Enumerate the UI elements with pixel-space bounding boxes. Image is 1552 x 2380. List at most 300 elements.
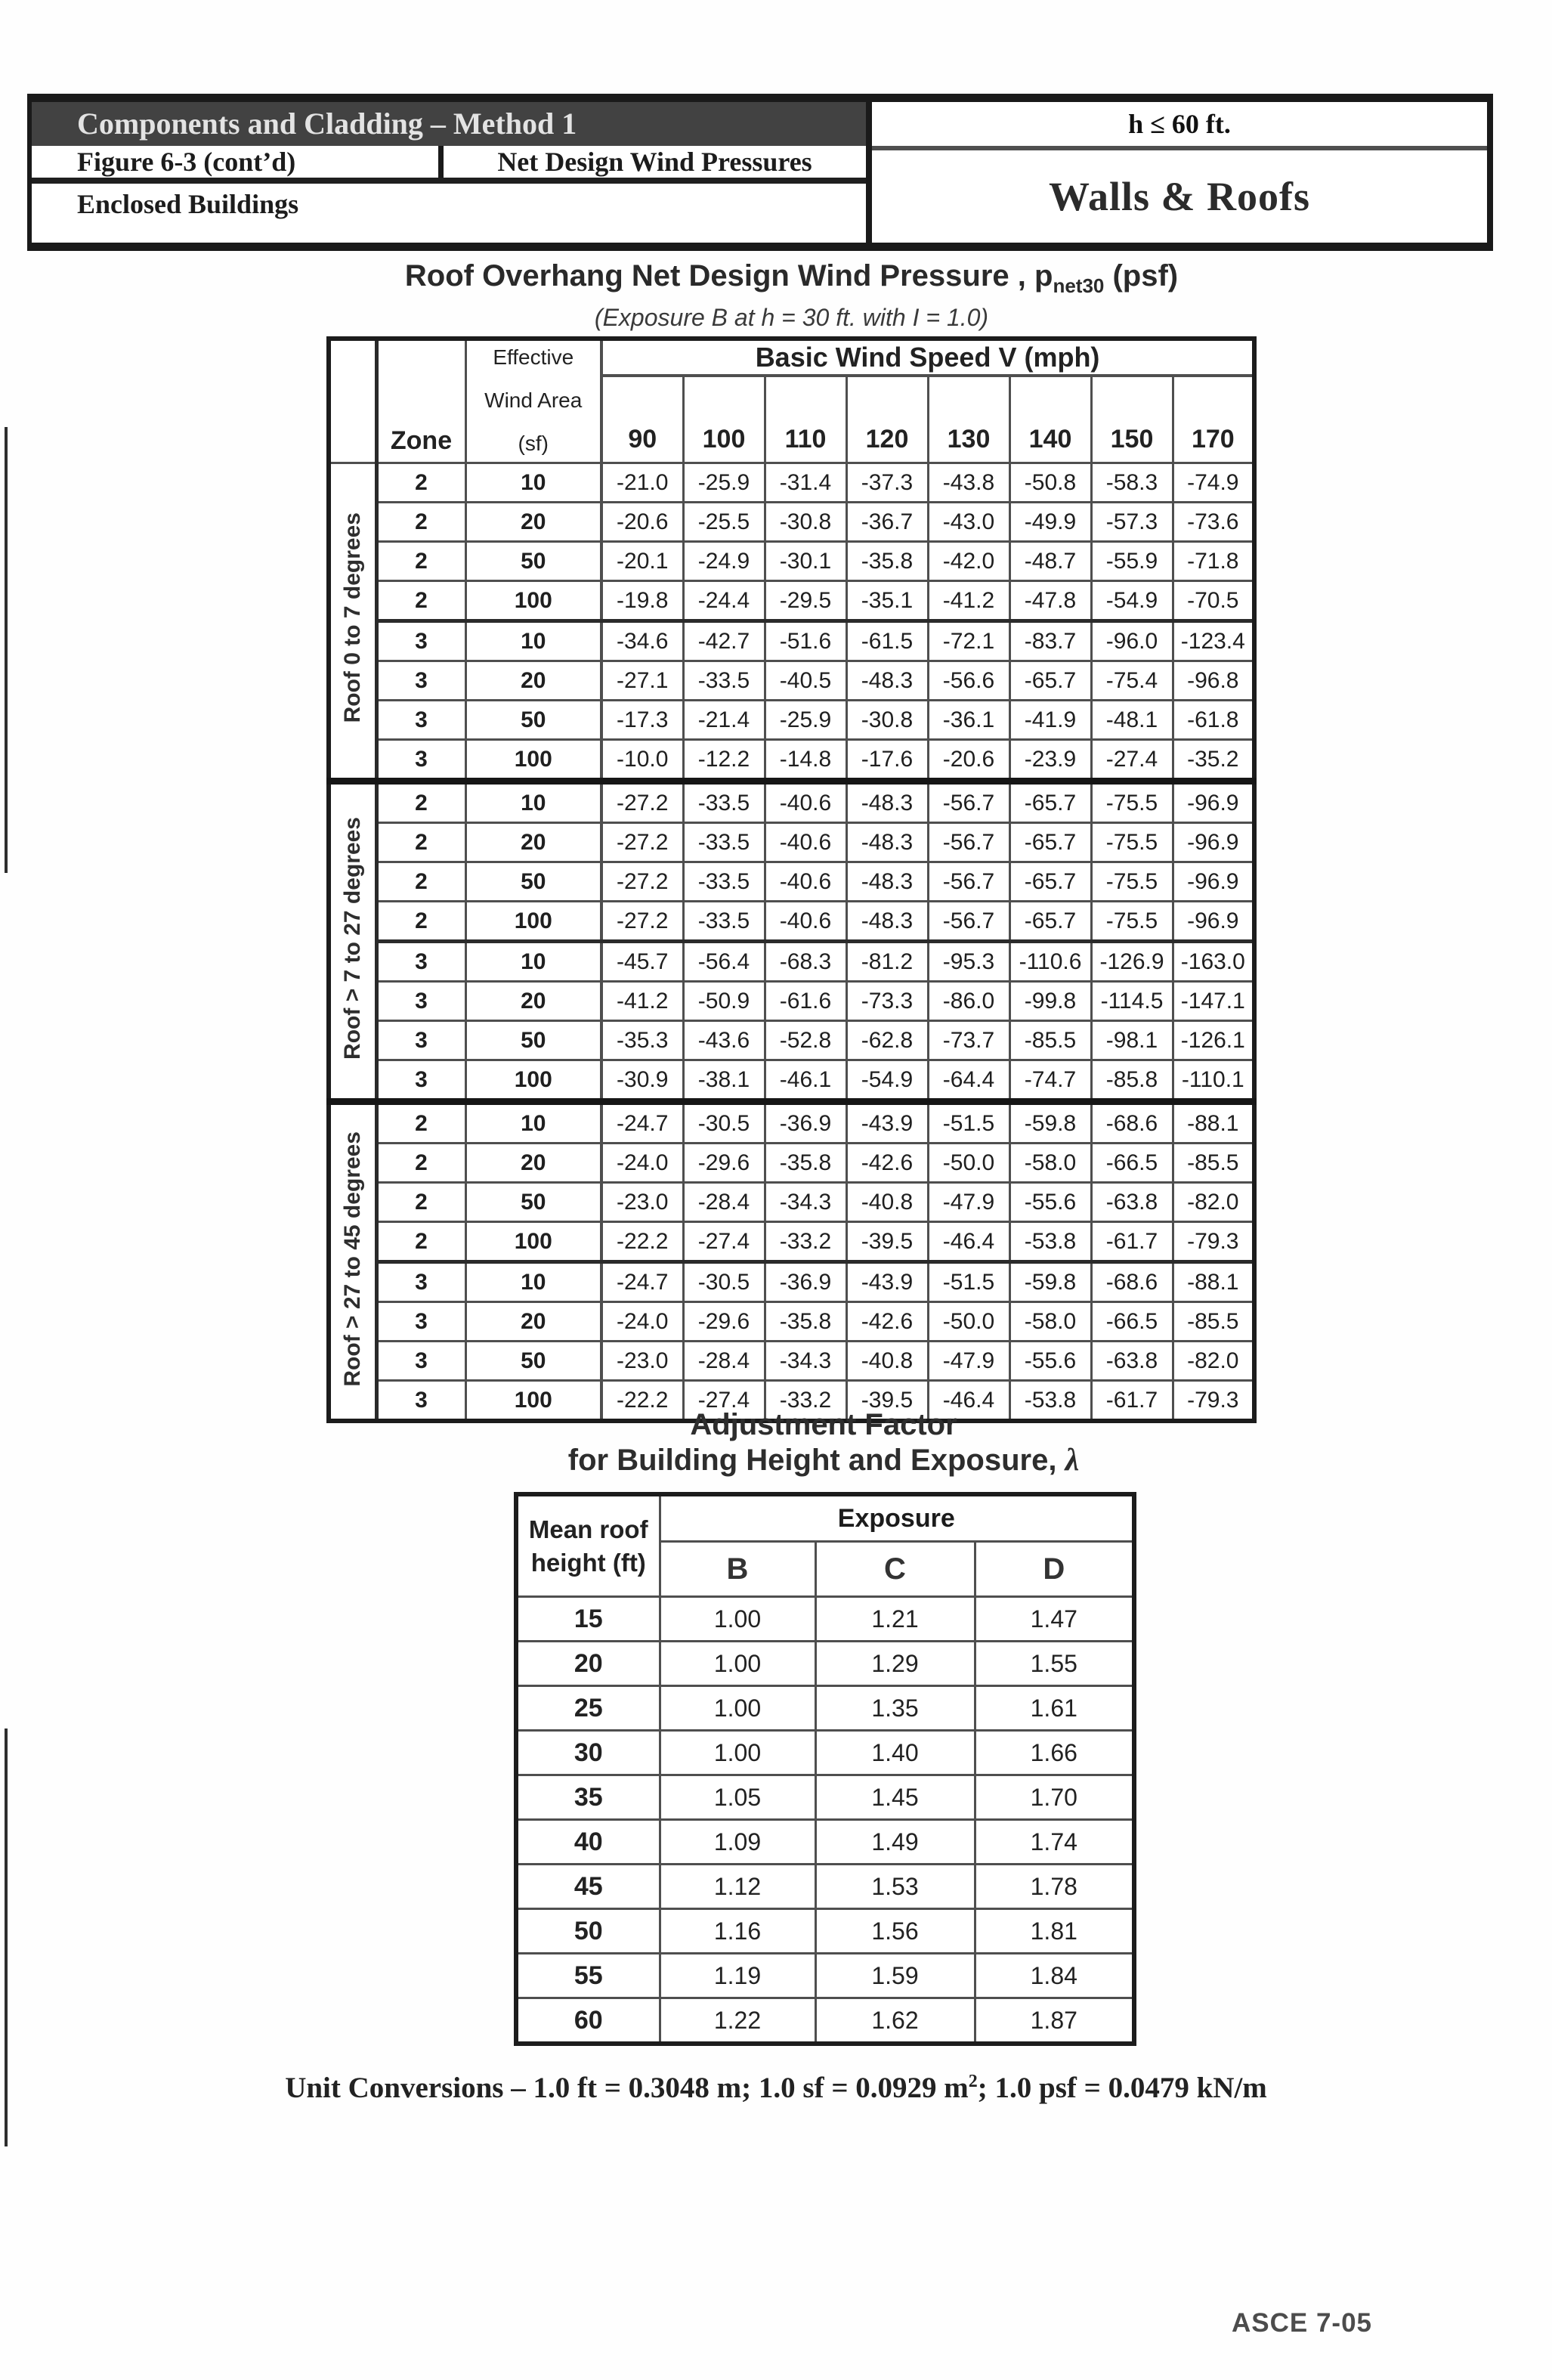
pressure-value: -56.7: [928, 902, 1009, 942]
pressure-value: -42.0: [928, 542, 1009, 581]
pressure-row: [329, 1183, 1254, 1222]
adjustment-section: [514, 1407, 1133, 2046]
area-value: 20: [465, 1144, 601, 1183]
zone-value: 2: [376, 902, 465, 942]
pressure-value: -96.9: [1173, 781, 1254, 823]
roof-angle-group-label-text: Roof 0 to 7 degrees: [339, 512, 365, 723]
exposure-column-header: C: [815, 1542, 975, 1597]
pressure-value: -40.5: [765, 661, 846, 701]
pressure-value: -20.6: [601, 503, 683, 542]
speed-column-header: 100: [683, 376, 765, 463]
pressure-row: [329, 902, 1254, 942]
pressure-value: -96.8: [1173, 661, 1254, 701]
adjustment-factor-value: 1.12: [660, 1865, 815, 1909]
pressure-value: -40.6: [765, 902, 846, 942]
mean-roof-height-value: 20: [516, 1642, 660, 1686]
zone-value: 3: [376, 740, 465, 781]
pressure-value: -82.0: [1173, 1183, 1254, 1222]
pressure-value: -53.8: [1009, 1222, 1091, 1262]
pressure-value: -23.9: [1009, 740, 1091, 781]
pressure-value: -17.6: [846, 740, 928, 781]
pressure-row: [329, 581, 1254, 621]
pressure-value: -43.9: [846, 1262, 928, 1302]
adjustment-factor-value: 1.05: [660, 1775, 815, 1820]
pressure-value: -23.0: [601, 1342, 683, 1381]
pressure-value: -53.8: [1009, 1381, 1091, 1422]
pressure-value: -30.8: [846, 701, 928, 740]
pressure-value: -36.9: [765, 1262, 846, 1302]
mean-roof-height-value: 50: [516, 1909, 660, 1954]
area-value: 10: [465, 1102, 601, 1144]
zone-value: 3: [376, 1060, 465, 1102]
pressure-value: -64.4: [928, 1060, 1009, 1102]
pressure-value: -43.6: [683, 1021, 765, 1060]
adjustment-factor-value: 1.70: [975, 1775, 1134, 1820]
code-reference: ASCE 7-05: [1232, 2308, 1373, 2338]
adjustment-row: [516, 1642, 1134, 1686]
adjustment-factor-value: 1.55: [975, 1642, 1134, 1686]
pressure-value: -35.1: [846, 581, 928, 621]
pressure-value: -63.8: [1091, 1342, 1173, 1381]
zone-value: 3: [376, 1302, 465, 1342]
pressure-value: -61.6: [765, 982, 846, 1021]
zone-value: 2: [376, 581, 465, 621]
adjustment-row: [516, 1686, 1134, 1731]
area-value: 50: [465, 1342, 601, 1381]
pressure-value: -163.0: [1173, 942, 1254, 982]
ewa-line1: Effective: [493, 345, 574, 369]
main-table-title-text: Roof Overhang Net Design Wind Pressure , p: [404, 259, 1053, 292]
pressure-value: -27.2: [601, 862, 683, 902]
adjustment-factor-value: 1.00: [660, 1597, 815, 1642]
pressure-value: -33.5: [683, 902, 765, 942]
area-value: 50: [465, 862, 601, 902]
zone-column-header: Zone: [376, 339, 465, 463]
pressure-value: -56.7: [928, 862, 1009, 902]
area-value: 100: [465, 1381, 601, 1422]
area-value: 20: [465, 823, 601, 862]
unit-conversions-superscript: 2: [968, 2072, 978, 2091]
pressure-value: -65.7: [1009, 781, 1091, 823]
pressure-value: -126.9: [1091, 942, 1173, 982]
pressure-value: -25.5: [683, 503, 765, 542]
exposure-column-header: D: [975, 1542, 1134, 1597]
pressure-value: -29.5: [765, 581, 846, 621]
adjustment-row: [516, 1998, 1134, 2044]
pressure-row: [329, 542, 1254, 581]
adjustment-factor-value: 1.78: [975, 1865, 1134, 1909]
section-title: Components and Cladding – Method 1: [32, 102, 866, 146]
pressure-value: -50.0: [928, 1302, 1009, 1342]
pressure-value: -29.6: [683, 1302, 765, 1342]
effective-wind-area-header: [465, 339, 601, 463]
pressure-value: -43.9: [846, 1102, 928, 1144]
area-value: 10: [465, 463, 601, 503]
zone-value: 2: [376, 1144, 465, 1183]
pressure-value: -34.3: [765, 1183, 846, 1222]
pressure-value: -20.6: [928, 740, 1009, 781]
pressure-value: -46.1: [765, 1060, 846, 1102]
pressure-value: -96.0: [1091, 621, 1173, 661]
roof-angle-header-spacer: [329, 339, 376, 463]
unit-conversions-text: Unit Conversions – 1.0 ft = 0.3048 m; 1.0 sf = 0.0929 m: [285, 2072, 969, 2104]
pressure-value: -22.2: [601, 1381, 683, 1422]
pressure-row: [329, 862, 1254, 902]
pressure-value: -47.9: [928, 1183, 1009, 1222]
area-value: 20: [465, 1302, 601, 1342]
pressure-value: -42.7: [683, 621, 765, 661]
speed-column-header: 110: [765, 376, 846, 463]
adjustment-factor-value: 1.09: [660, 1820, 815, 1865]
zone-value: 2: [376, 1222, 465, 1262]
main-table-body: [329, 463, 1254, 1422]
pressure-value: -50.8: [1009, 463, 1091, 503]
zone-value: 3: [376, 1021, 465, 1060]
pressure-value: -48.3: [846, 862, 928, 902]
pressure-value: -48.7: [1009, 542, 1091, 581]
adjustment-row: [516, 1597, 1134, 1642]
pressure-value: -30.5: [683, 1262, 765, 1302]
pressure-value: -73.6: [1173, 503, 1254, 542]
pressures-label: Net Design Wind Pressures: [497, 147, 812, 177]
pressure-value: -27.2: [601, 781, 683, 823]
pressure-value: -75.4: [1091, 661, 1173, 701]
pressure-value: -38.1: [683, 1060, 765, 1102]
pressure-value: -61.5: [846, 621, 928, 661]
pressure-value: -71.8: [1173, 542, 1254, 581]
pressure-value: -99.8: [1009, 982, 1091, 1021]
pressure-value: -33.5: [683, 781, 765, 823]
area-value: 10: [465, 621, 601, 661]
adjustment-factor-value: 1.61: [975, 1686, 1134, 1731]
pressure-value: -42.6: [846, 1302, 928, 1342]
pressure-row: [329, 1021, 1254, 1060]
pressure-value: -40.6: [765, 781, 846, 823]
adjustment-factor-value: 1.56: [815, 1909, 975, 1954]
mean-roof-height-value: 60: [516, 1998, 660, 2044]
pressure-row: [329, 1102, 1254, 1144]
pressure-value: -86.0: [928, 982, 1009, 1021]
pressure-value: -40.8: [846, 1342, 928, 1381]
pressure-value: -85.5: [1173, 1144, 1254, 1183]
pressure-row: [329, 942, 1254, 982]
unit-conversions: [0, 2071, 1552, 2105]
pressure-value: -75.5: [1091, 781, 1173, 823]
header-right: [872, 102, 1487, 243]
mean-roof-height-value: 15: [516, 1597, 660, 1642]
zone-value: 2: [376, 781, 465, 823]
pressure-value: -54.9: [1091, 581, 1173, 621]
area-value: 100: [465, 902, 601, 942]
pressure-value: -33.2: [765, 1381, 846, 1422]
zone-value: 2: [376, 823, 465, 862]
roof-angle-group-label-text: Roof > 27 to 45 degrees: [339, 1131, 365, 1387]
area-value: 20: [465, 661, 601, 701]
pressure-value: -25.9: [683, 463, 765, 503]
adjustment-factor-value: 1.59: [815, 1954, 975, 1998]
zone-value: 3: [376, 942, 465, 982]
pressure-value: -66.5: [1091, 1302, 1173, 1342]
mean-roof-height-value: 30: [516, 1731, 660, 1775]
pressure-value: -47.9: [928, 1342, 1009, 1381]
pressure-value: -56.6: [928, 661, 1009, 701]
speed-column-header: 130: [928, 376, 1009, 463]
zone-value: 2: [376, 862, 465, 902]
main-table-title-units: (psf): [1104, 259, 1179, 292]
pressure-row: [329, 1060, 1254, 1102]
pressure-value: -50.9: [683, 982, 765, 1021]
main-table-subtitle: (Exposure B at h = 30 ft. with I = 1.0): [594, 304, 989, 331]
adjustment-title-line2: [514, 1443, 1133, 1478]
pressure-value: -33.5: [683, 862, 765, 902]
pressure-value: -72.1: [928, 621, 1009, 661]
pressure-value: -82.0: [1173, 1342, 1254, 1381]
pressure-value: -41.2: [928, 581, 1009, 621]
pressure-value: -23.0: [601, 1183, 683, 1222]
adjustment-factor-value: 1.53: [815, 1865, 975, 1909]
pressure-value: -22.2: [601, 1222, 683, 1262]
pressure-value: -30.5: [683, 1102, 765, 1144]
speed-column-header: 170: [1173, 376, 1254, 463]
adjustment-factor-value: 1.16: [660, 1909, 815, 1954]
pressure-row: [329, 1262, 1254, 1302]
pressure-value: -55.9: [1091, 542, 1173, 581]
pressure-value: -36.9: [765, 1102, 846, 1144]
ewa-line3: (sf): [518, 432, 549, 455]
roof-angle-group-label-text: Roof > 7 to 27 degrees: [339, 817, 365, 1060]
adjustment-factor-value: 1.84: [975, 1954, 1134, 1998]
pressure-value: -35.2: [1173, 740, 1254, 781]
pressure-value: -40.6: [765, 823, 846, 862]
area-value: 100: [465, 740, 601, 781]
adjustment-row: [516, 1775, 1134, 1820]
pressure-value: -48.1: [1091, 701, 1173, 740]
pressure-value: -24.4: [683, 581, 765, 621]
pressure-value: -14.8: [765, 740, 846, 781]
pressure-value: -35.8: [765, 1302, 846, 1342]
adjustment-factor-value: 1.45: [815, 1775, 975, 1820]
pressure-value: -28.4: [683, 1183, 765, 1222]
figure-header: [27, 94, 1493, 251]
pressure-value: -17.3: [601, 701, 683, 740]
pressure-value: -27.2: [601, 823, 683, 862]
pressure-value: -88.1: [1173, 1262, 1254, 1302]
pressure-value: -20.1: [601, 542, 683, 581]
area-value: 20: [465, 982, 601, 1021]
pressure-value: -85.5: [1009, 1021, 1091, 1060]
adjustment-row: [516, 1909, 1134, 1954]
pressure-value: -66.5: [1091, 1144, 1173, 1183]
pressure-value: -27.1: [601, 661, 683, 701]
pressure-value: -74.9: [1173, 463, 1254, 503]
adjustment-factor-value: 1.19: [660, 1954, 815, 1998]
pressure-value: -30.1: [765, 542, 846, 581]
pressure-value: -27.2: [601, 902, 683, 942]
pressure-value: -58.0: [1009, 1302, 1091, 1342]
area-value: 10: [465, 942, 601, 982]
pressure-value: -24.0: [601, 1302, 683, 1342]
pressure-row: [329, 823, 1254, 862]
adjustment-factor-value: 1.22: [660, 1998, 815, 2044]
pressure-row: [329, 621, 1254, 661]
unit-conversions-text-2: ; 1.0 psf = 0.0479 kN/m: [977, 2072, 1267, 2104]
pressure-value: -29.6: [683, 1144, 765, 1183]
pressure-value: -65.7: [1009, 862, 1091, 902]
pressure-value: -30.9: [601, 1060, 683, 1102]
pressure-value: -75.5: [1091, 902, 1173, 942]
area-value: 50: [465, 542, 601, 581]
pressure-value: -96.9: [1173, 902, 1254, 942]
pressure-row: [329, 1302, 1254, 1342]
pressure-value: -110.6: [1009, 942, 1091, 982]
zone-value: 3: [376, 1262, 465, 1302]
pressure-value: -41.2: [601, 982, 683, 1021]
pressure-value: -63.8: [1091, 1183, 1173, 1222]
pressure-row: [329, 503, 1254, 542]
adjustment-factor-value: 1.66: [975, 1731, 1134, 1775]
pressure-value: -51.6: [765, 621, 846, 661]
pressure-value: -33.5: [683, 823, 765, 862]
area-value: 100: [465, 1222, 601, 1262]
adjustment-factor-value: 1.81: [975, 1909, 1134, 1954]
adjustment-factor-value: 1.00: [660, 1686, 815, 1731]
pressure-value: -65.7: [1009, 661, 1091, 701]
pressure-value: -68.6: [1091, 1102, 1173, 1144]
adjustment-header-row-1: [516, 1494, 1134, 1542]
pressure-row: [329, 1222, 1254, 1262]
pressure-value: -126.1: [1173, 1021, 1254, 1060]
area-value: 100: [465, 1060, 601, 1102]
zone-value: 3: [376, 621, 465, 661]
pressure-value: -39.5: [846, 1381, 928, 1422]
pressure-value: -40.6: [765, 862, 846, 902]
pressure-value: -37.3: [846, 463, 928, 503]
pressure-value: -33.5: [683, 661, 765, 701]
pressure-value: -40.8: [846, 1183, 928, 1222]
roof-angle-group-label: [329, 463, 376, 781]
pressure-value: -55.6: [1009, 1183, 1091, 1222]
adjustment-factor-value: 1.49: [815, 1820, 975, 1865]
pressure-value: -70.5: [1173, 581, 1254, 621]
pressure-value: -25.9: [765, 701, 846, 740]
pressure-value: -61.7: [1091, 1381, 1173, 1422]
adjustment-factor-value: 1.74: [975, 1820, 1134, 1865]
pressure-value: -73.7: [928, 1021, 1009, 1060]
pressure-value: -46.4: [928, 1222, 1009, 1262]
pressure-value: -36.7: [846, 503, 928, 542]
pressure-value: -75.5: [1091, 862, 1173, 902]
mrh-line2: height (ft): [530, 1548, 646, 1577]
mean-roof-height-value: 40: [516, 1820, 660, 1865]
pressure-value: -110.1: [1173, 1060, 1254, 1102]
speed-column-header: 90: [601, 376, 683, 463]
pressure-value: -21.4: [683, 701, 765, 740]
pressure-value: -48.3: [846, 781, 928, 823]
adjustment-row: [516, 1731, 1134, 1775]
pressure-value: -83.7: [1009, 621, 1091, 661]
pressure-value: -58.0: [1009, 1144, 1091, 1183]
pressure-value: -95.3: [928, 942, 1009, 982]
adjustment-factor-value: 1.29: [815, 1642, 975, 1686]
area-value: 20: [465, 503, 601, 542]
adjustment-factor-value: 1.21: [815, 1597, 975, 1642]
mrh-line1: Mean roof: [528, 1515, 648, 1543]
area-value: 10: [465, 1262, 601, 1302]
pressure-row: [329, 740, 1254, 781]
adjustment-title-line1: Adjustment Factor: [690, 1408, 957, 1441]
speed-column-header: 120: [846, 376, 928, 463]
pressure-value: -57.3: [1091, 503, 1173, 542]
pressure-row: [329, 1342, 1254, 1381]
adjustment-row: [516, 1954, 1134, 1998]
pressure-value: -45.7: [601, 942, 683, 982]
zone-value: 3: [376, 661, 465, 701]
adjustment-row: [516, 1865, 1134, 1909]
main-table-title-subscript: net30: [1053, 274, 1105, 297]
pressure-value: -12.2: [683, 740, 765, 781]
pressure-value: -75.5: [1091, 823, 1173, 862]
mean-roof-height-value: 25: [516, 1686, 660, 1731]
pressure-value: -79.3: [1173, 1381, 1254, 1422]
pressure-value: -56.4: [683, 942, 765, 982]
adjustment-factor-value: 1.87: [975, 1998, 1134, 2044]
pressure-value: -123.4: [1173, 621, 1254, 661]
pressure-value: -61.7: [1091, 1222, 1173, 1262]
pressure-row: [329, 463, 1254, 503]
pressure-value: -49.9: [1009, 503, 1091, 542]
mean-roof-height-header: [516, 1494, 660, 1597]
exposure-column-header: B: [660, 1542, 815, 1597]
basic-wind-speed-header: Basic Wind Speed V (mph): [601, 339, 1254, 376]
zone-value: 2: [376, 503, 465, 542]
pressure-row: [329, 661, 1254, 701]
pressure-value: -31.4: [765, 463, 846, 503]
pressure-value: -21.0: [601, 463, 683, 503]
pressure-value: -68.6: [1091, 1262, 1173, 1302]
adjustment-factor-value: 1.35: [815, 1686, 975, 1731]
zone-value: 2: [376, 1183, 465, 1222]
header-row-1: [329, 339, 1254, 376]
pressure-value: -41.9: [1009, 701, 1091, 740]
pressure-value: -114.5: [1091, 982, 1173, 1021]
exposure-group-header: Exposure: [660, 1494, 1134, 1542]
zone-value: 2: [376, 1102, 465, 1144]
pressure-row: [329, 1144, 1254, 1183]
pressure-value: -42.6: [846, 1144, 928, 1183]
pressure-value: -81.2: [846, 942, 928, 982]
pressure-value: -54.9: [846, 1060, 928, 1102]
area-value: 10: [465, 781, 601, 823]
pressure-value: -35.3: [601, 1021, 683, 1060]
speed-column-header: 140: [1009, 376, 1091, 463]
figure-number: Figure 6-3 (cont’d): [32, 146, 444, 178]
adjustment-row: [516, 1820, 1134, 1865]
pressure-value: -39.5: [846, 1222, 928, 1262]
pressure-value: -88.1: [1173, 1102, 1254, 1144]
pressure-value: -34.6: [601, 621, 683, 661]
pressure-value: -27.4: [683, 1222, 765, 1262]
pressure-row: [329, 701, 1254, 740]
pressure-value: -73.3: [846, 982, 928, 1021]
scope-label: Walls & Roofs: [1048, 174, 1311, 219]
ewa-line2: Wind Area: [484, 388, 583, 412]
pressure-value: -36.1: [928, 701, 1009, 740]
pressure-value: -30.8: [765, 503, 846, 542]
pressure-row: [329, 982, 1254, 1021]
adjustment-factor-value: 1.00: [660, 1642, 815, 1686]
pressure-value: -56.7: [928, 823, 1009, 862]
header-row2: [32, 146, 866, 184]
